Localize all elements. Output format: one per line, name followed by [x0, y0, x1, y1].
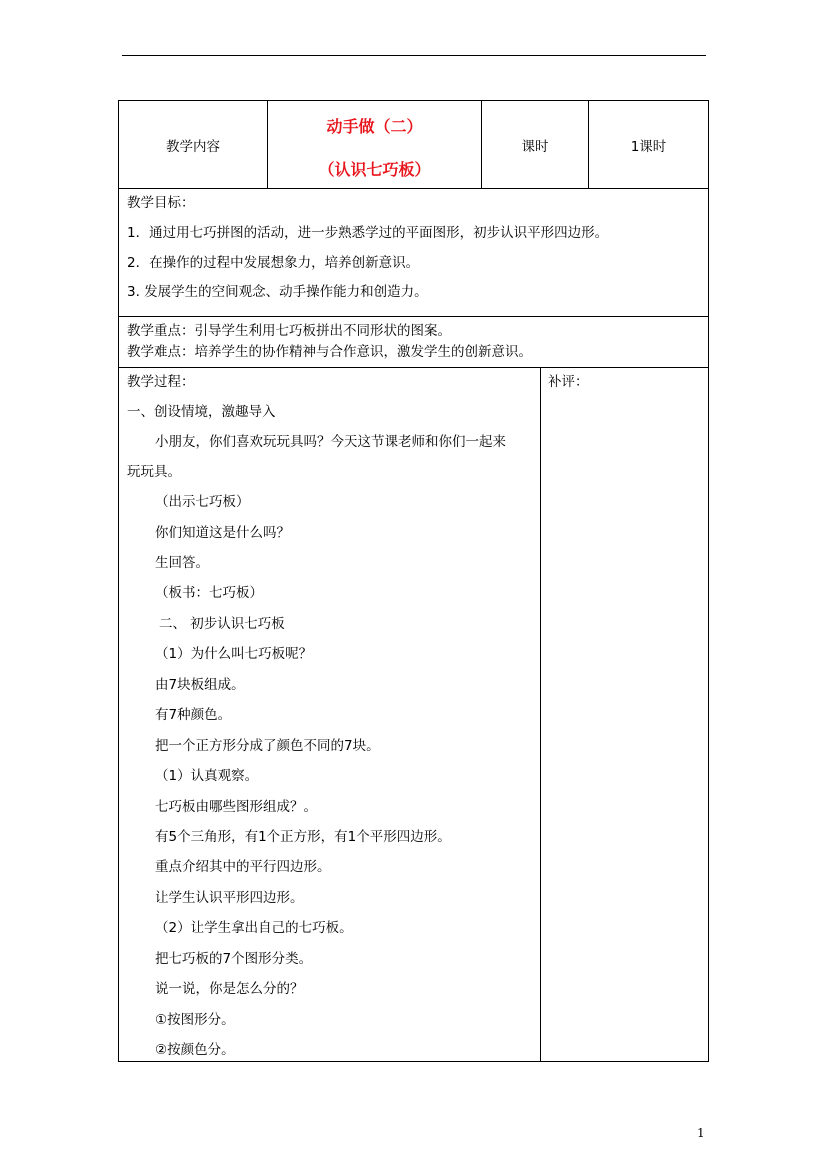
objective-item: 3. 发展学生的空间观念、动手操作能力和创造力。	[127, 284, 428, 300]
process-line: 生回答。	[155, 555, 209, 571]
process-line: （1）为什么叫七巧板呢？	[155, 646, 313, 662]
key-point: 教学重点：引导学生利用七巧板拼出不同形状的图案。	[127, 323, 451, 339]
objective-item: 1．通过用七巧拼图的活动，进一步熟悉学过的平面图形，初步认识平形四边形。	[127, 225, 609, 241]
lesson-subtitle: （认识七巧板）	[318, 160, 431, 179]
process-line: （出示七巧板）	[155, 494, 250, 510]
process-row	[119, 368, 708, 1062]
objectives-heading: 教学目标：	[127, 195, 195, 211]
process-line: ①按图形分。	[155, 1012, 235, 1028]
page-number: 1	[697, 1126, 705, 1140]
header-rule	[122, 55, 706, 56]
comments-heading: 补评：	[548, 374, 589, 390]
process-line: 让学生认识平形四边形。	[155, 890, 304, 906]
subject-label-cell	[119, 101, 267, 189]
lesson-title: 动手做（二）	[326, 117, 423, 136]
process-line: 二、 初步认识七巧板	[159, 616, 285, 632]
process-line: （1）认真观察。	[155, 768, 259, 784]
process-line: 玩玩具。	[127, 464, 181, 480]
objective-item: 2．在操作的过程中发展想象力，培养创新意识。	[127, 255, 420, 271]
focus-row	[119, 317, 708, 368]
hours-label: 课时	[521, 139, 549, 155]
process-line: 由7块板组成。	[155, 677, 245, 693]
process-line: ②按颜色分。	[155, 1042, 235, 1058]
lesson-plan-table	[118, 100, 709, 1062]
process-line: 一、创设情境，激趣导入	[127, 404, 276, 420]
objectives-row	[119, 189, 708, 317]
process-line: 有5个三角形，有1个正方形，有1个平形四边形。	[155, 829, 451, 845]
lesson-title-cell	[268, 101, 481, 189]
process-line: 你们知道这是什么吗？	[155, 525, 290, 541]
process-line: 小朋友，你们喜欢玩玩具吗？今天这节课老师和你们一起来	[155, 434, 506, 450]
subject-label: 教学内容	[166, 139, 220, 155]
column-divider	[540, 368, 541, 1062]
process-line: 把一个正方形分成了颜色不同的7块。	[155, 738, 380, 754]
hours-label-cell	[482, 101, 588, 189]
process-line: （板书：七巧板）	[155, 585, 263, 601]
process-line: 七巧板由哪些图形组成？。	[155, 799, 317, 815]
header-row	[119, 101, 708, 189]
difficulty: 教学难点：培养学生的协作精神与合作意识，激发学生的创新意识。	[127, 344, 532, 360]
process-heading: 教学过程：	[127, 374, 195, 390]
process-line: 把七巧板的7个图形分类。	[155, 951, 313, 967]
process-line: （2）让学生拿出自己的七巧板。	[155, 920, 353, 936]
process-line: 说一说，你是怎么分的？	[155, 981, 304, 997]
hours-value-cell	[589, 101, 708, 189]
process-line: 有7种颜色。	[155, 707, 232, 723]
hours-value: 1课时	[630, 139, 667, 155]
process-line: 重点介绍其中的平行四边形。	[155, 859, 331, 875]
